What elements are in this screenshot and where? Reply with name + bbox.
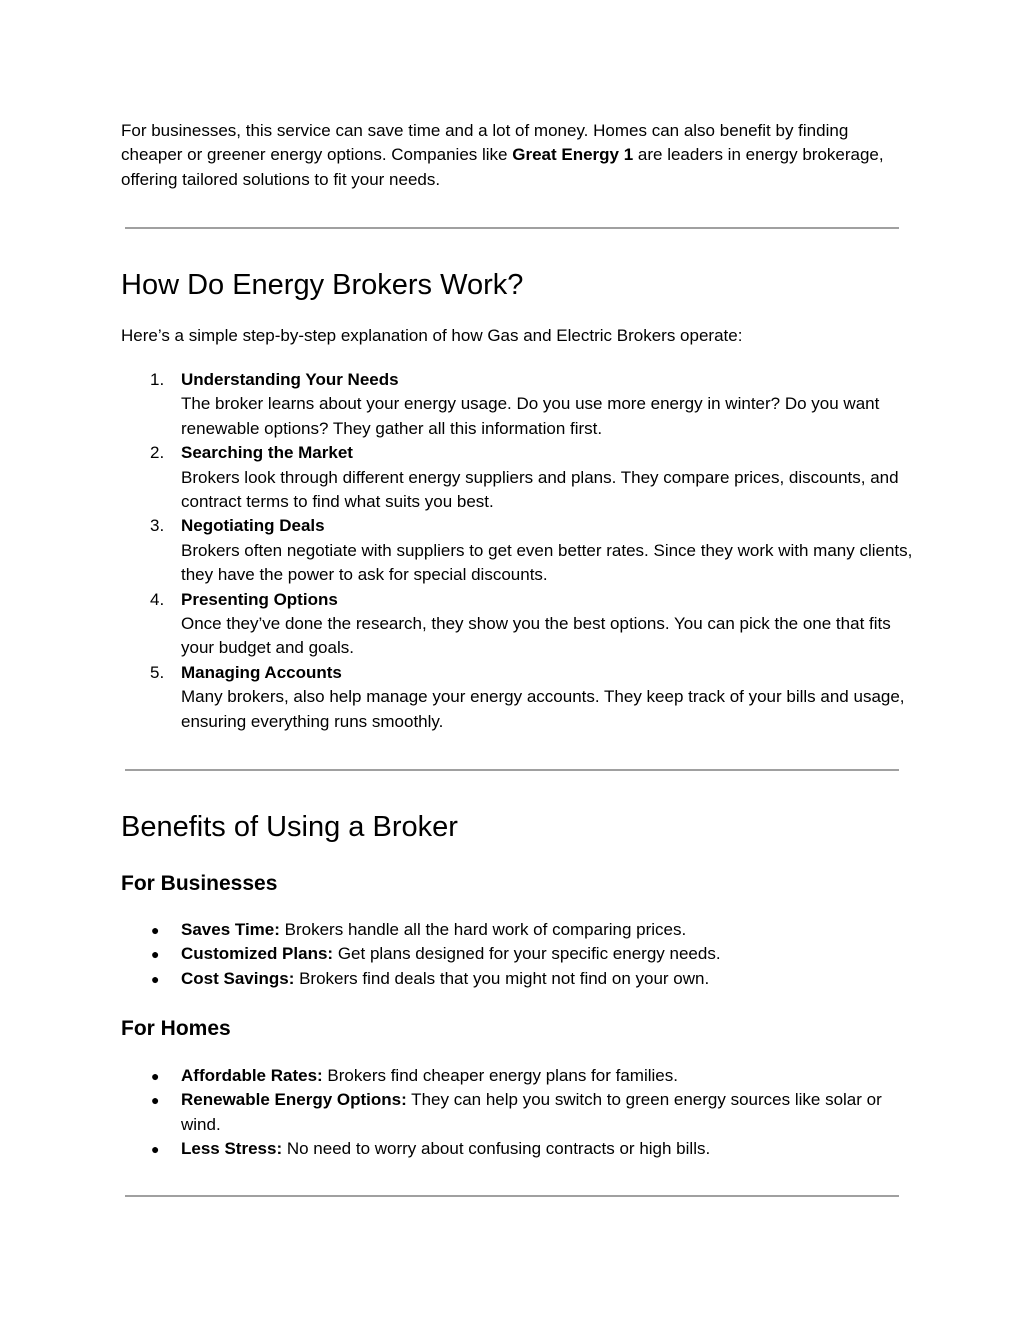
- intro-paragraph: [121, 119, 911, 192]
- step-item: [121, 441, 921, 514]
- benefit-title: Affordable Rates:: [181, 1066, 323, 1085]
- how-intro: Here’s a simple step-by-step explanation of how Gas and Electric Brokers operate:: [121, 326, 743, 345]
- step-description: The broker learns about your energy usage. Do you use more energy in winter? Do you want renewable options? They gather all this information first.: [181, 394, 880, 438]
- benefit-title: Customized Plans:: [181, 944, 334, 964]
- step-item: [121, 588, 921, 661]
- horizontal-rule-2: [125, 769, 899, 771]
- horizontal-rule-3: [125, 1195, 899, 1197]
- list-item: [121, 1088, 921, 1137]
- list-item: [121, 967, 921, 991]
- benefit-text: They can help you switch to green energy sources like solar or wind.: [181, 1090, 882, 1134]
- benefit-title: Less Stress:: [181, 1139, 283, 1159]
- brand-name: Great Energy 1: [512, 145, 634, 165]
- bullet-icon: ●: [151, 970, 160, 987]
- list-item: [121, 918, 921, 942]
- benefit-text: Brokers handle all the hard work of comparing prices.: [279, 920, 687, 939]
- homes-subheading: For Homes: [121, 1017, 231, 1040]
- step-item: [121, 661, 921, 734]
- list-item: [121, 1137, 921, 1161]
- benefit-title: Renewable Energy Options:: [181, 1090, 407, 1110]
- benefit-text: No need to worry about confusing contracts or high bills.: [282, 1139, 711, 1159]
- horizontal-rule-1: [125, 227, 899, 229]
- step-number: 3.: [150, 516, 165, 536]
- step-number: 5.: [150, 662, 165, 682]
- benefit-text: Brokers find cheaper energy plans for families.: [322, 1066, 678, 1085]
- step-description: Brokers often negotiate with suppliers to get even better rates. Since they work with many clients, they have the power to ask for special discounts.: [181, 540, 913, 585]
- benefit-title: Cost Savings:: [181, 968, 295, 988]
- list-item: [121, 942, 921, 966]
- bullet-icon: ●: [151, 946, 160, 963]
- step-title: Presenting Options: [181, 589, 338, 609]
- step-item: [121, 514, 921, 587]
- benefit-text: Brokers find deals that you might not find on your own.: [294, 968, 710, 988]
- how-heading: How Do Energy Brokers Work?: [121, 269, 524, 301]
- intro-text-before: For businesses, this service can save time and a lot of money. Homes can also benefit by finding cheaper or greener energy options. Companies like: [121, 121, 849, 165]
- bullet-icon: ●: [151, 1141, 160, 1158]
- step-title: Negotiating Deals: [181, 516, 325, 536]
- businesses-benefits-list: [121, 918, 921, 991]
- step-number: 1.: [150, 370, 165, 389]
- bullet-icon: ●: [151, 1092, 160, 1109]
- bullet-icon: ●: [151, 1068, 160, 1084]
- step-item: [121, 368, 921, 441]
- benefit-title: Saves Time:: [181, 920, 280, 939]
- benefits-heading: Benefits of Using a Broker: [121, 811, 458, 843]
- list-item: [121, 1064, 921, 1088]
- businesses-subheading: For Businesses: [121, 872, 278, 895]
- step-number: 4.: [150, 589, 165, 609]
- step-title: Managing Accounts: [181, 662, 342, 682]
- step-title: Searching the Market: [181, 443, 353, 463]
- step-title: Understanding Your Needs: [181, 370, 399, 389]
- steps-list: [121, 368, 921, 734]
- step-description: Brokers look through different energy suppliers and plans. They compare prices, discounts, and contract terms to find what suits you best.: [181, 467, 899, 512]
- bullet-icon: ●: [151, 922, 160, 938]
- step-description: Once they’ve done the research, they show you the best options. You can pick the one that fits your budget and goals.: [181, 614, 891, 658]
- step-number: 2.: [150, 443, 165, 463]
- step-description: Many brokers, also help manage your energy accounts. They keep track of your bills and usage, ensuring everything runs smoothly.: [181, 687, 905, 731]
- intro-text-after: are leaders in energy brokerage, offering tailored solutions to fit your needs.: [121, 145, 884, 189]
- benefit-text: Get plans designed for your specific energy needs.: [333, 944, 721, 964]
- homes-benefits-list: [121, 1064, 921, 1162]
